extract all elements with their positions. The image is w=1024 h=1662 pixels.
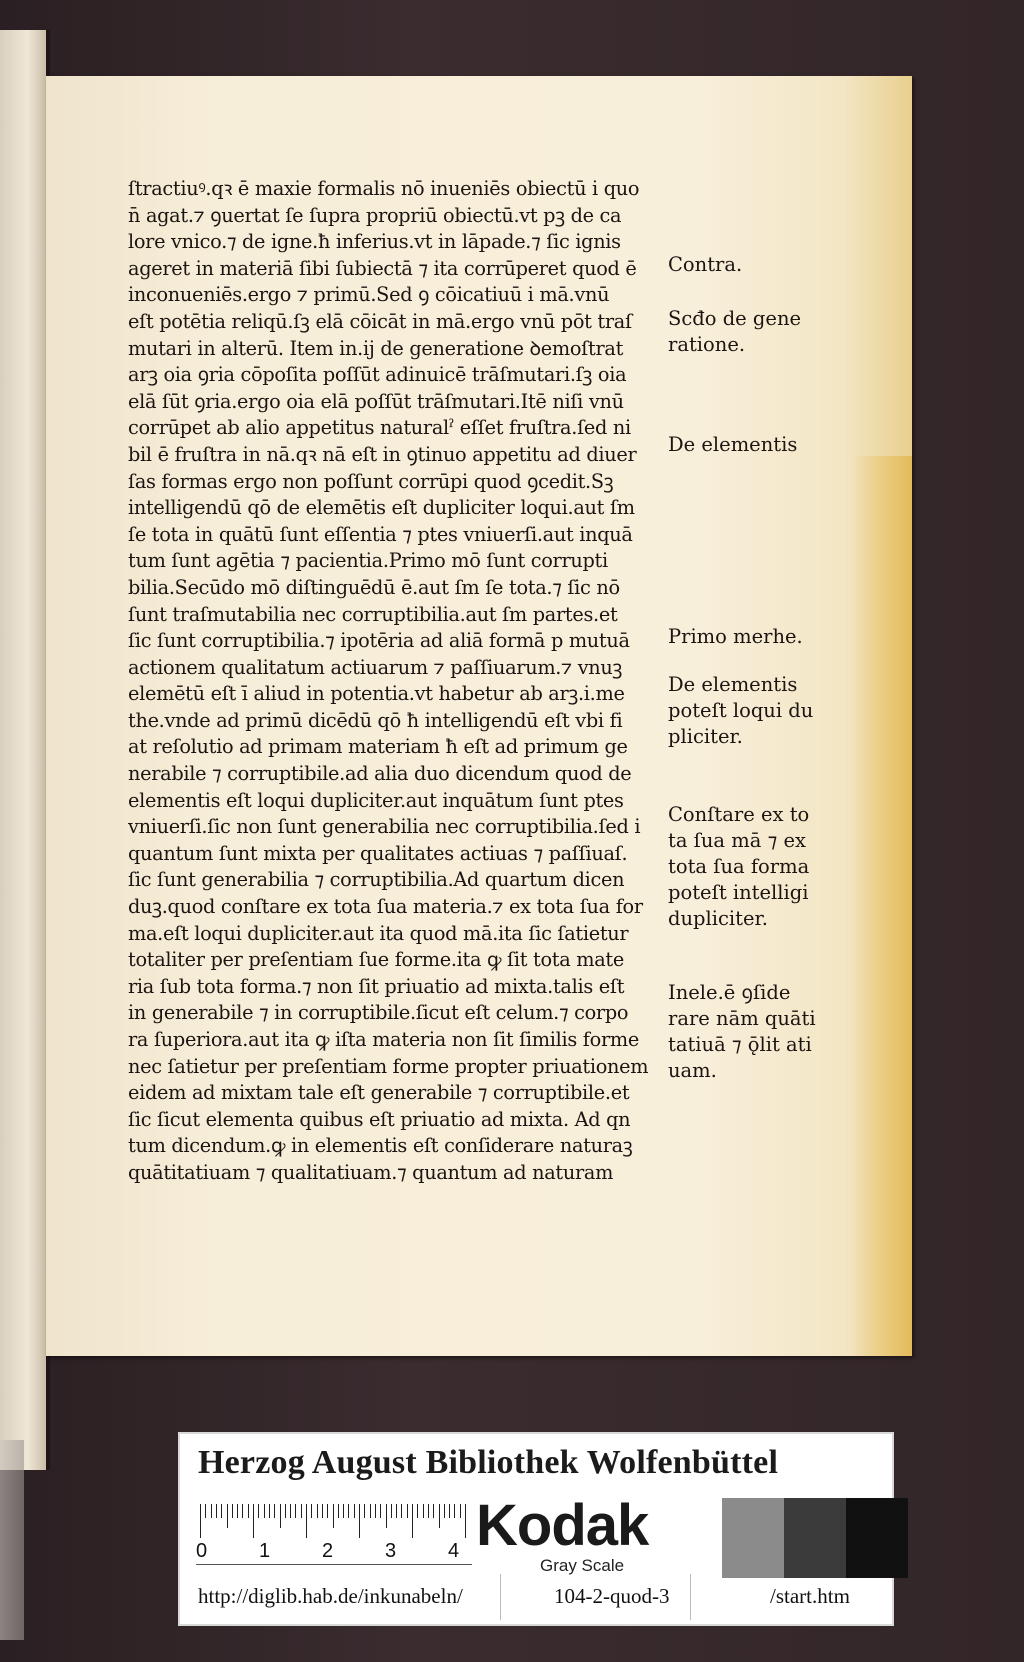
gray-swatch (846, 1498, 908, 1578)
ruler-tick (264, 1504, 265, 1518)
text-line: mutari in alterū. Item in.ij de generatione ꝺemoſtrat (128, 336, 624, 360)
ruler-tick (444, 1504, 445, 1518)
text-line: ſunt traſmutabilia nec corruptibilia.aut ſm partes.et (128, 602, 618, 626)
margin-gloss (668, 624, 868, 650)
gloss-line: rare nām quāti (668, 1007, 816, 1030)
ruler-tick (439, 1504, 440, 1528)
text-line: duꝫ.quod conſtare ex tota ſua materia.⁊ ex tota ſua for (128, 895, 643, 919)
text-line: elā ſūt ꝯria.ergo oia elā poſſūt trāſmutari.Itē niſi vnū (128, 389, 624, 413)
ruler-tick (285, 1504, 286, 1518)
ruler-tick (306, 1504, 307, 1538)
gloss-line: Contra. (668, 253, 743, 276)
ruler-tick (221, 1504, 222, 1518)
ruler-tick (460, 1504, 461, 1518)
text-line: ſtractiuꝰ.qꝛ ē maxie formalis nō inueniēs obiectū i quo (128, 177, 640, 200)
ruler-tick (364, 1504, 365, 1518)
ruler-tick (274, 1504, 275, 1518)
text-line: bilia.Secūdo mō diſtinguēdū ē.aut ſm ſe tota.⁊ ſic nō (128, 575, 620, 599)
text-line: ageret in materiā ſibi ſubiectā ⁊ ita corrūperet quod ē (128, 256, 637, 280)
ruler-tick (200, 1504, 201, 1538)
ruler-tick (317, 1504, 318, 1518)
margin-gloss (668, 252, 868, 278)
text-line: nerabile ⁊ corruptibile.ad alia duo dicendum quod de (128, 762, 632, 786)
ruler-tick (433, 1504, 434, 1518)
ruler-tick (232, 1504, 233, 1518)
text-line: ria ſub tota forma.⁊ non ſit priuatio ad mixta.talis eſt (128, 974, 625, 998)
ruler-tick (380, 1504, 381, 1518)
ruler-number: 3 (385, 1540, 397, 1562)
text-line: ma.eſt loqui dupliciter.aut ita quod mā.ita ſic ſatietur (128, 921, 629, 945)
ruler-tick (412, 1504, 413, 1538)
margin-gloss (668, 432, 868, 458)
ruler-tick (465, 1504, 466, 1538)
main-text-column (128, 176, 668, 1187)
text-line: the.vnde ad primū dicēdū qō ħ intelligendū eſt vbi fi (128, 708, 623, 732)
text-line: eſt potētia reliqū.ſꝫ elā cōicāt in mā.ergo vnū pōt traſ (128, 309, 632, 333)
ruler-tick (449, 1504, 450, 1518)
text-line: corrūpet ab alio appetitus naturalˀ eſſet fruſtra.ſed ni (128, 416, 631, 440)
gloss-line: Inele.ē ꝯſide (668, 981, 791, 1004)
gloss-line: De elementis (668, 433, 798, 456)
ruler-tick (348, 1504, 349, 1518)
text-line: ſic ſicut elementa quibus eſt priuatio ad mixta. Ad qn (128, 1107, 631, 1131)
ruler-tick (417, 1504, 418, 1518)
ruler-tick (269, 1504, 270, 1518)
ruler-tick (253, 1504, 254, 1538)
ruler-tick (370, 1504, 371, 1518)
text-line: ſic ſunt corruptibilia.⁊ ipotēria ad aliā formā p mutuā (128, 629, 630, 653)
left-clip-reflection (0, 1440, 24, 1640)
text-line: ſic ſunt generabilia ⁊ corruptibilia.Ad quartum dicen (128, 868, 625, 892)
ruler-tick (301, 1504, 302, 1518)
text-line: totaliter per preſentiam ſue forme.ita ꝙ ſit tota mate (128, 948, 624, 972)
ruler-tick (205, 1504, 206, 1518)
gloss-line: Scđo de gene (668, 307, 802, 330)
gloss-line: pliciter. (668, 725, 743, 748)
ruler-tick (295, 1504, 296, 1518)
gloss-line: Primo merhe. (668, 625, 803, 648)
ruler-number: 4 (448, 1540, 460, 1562)
archive-card (178, 1432, 894, 1626)
gray-scale-caption: Gray Scale (540, 1556, 625, 1575)
ruler-tick (216, 1504, 217, 1518)
card-separator (500, 1574, 501, 1620)
ruler-tick (391, 1504, 392, 1518)
ruler-tick (227, 1504, 228, 1528)
gray-swatch (784, 1498, 846, 1578)
ruler-number: 0 (196, 1540, 208, 1562)
text-line: ſe tota in quātū ſunt eſſentia ⁊ ptes vniuerſi.aut inquā (128, 522, 633, 546)
ruler-tick (338, 1504, 339, 1518)
gloss-line: poteſt intelligi (668, 881, 809, 904)
gloss-line: tatiuā ⁊ ǭlit ati (668, 1033, 812, 1056)
ruler-tick (311, 1504, 312, 1518)
gloss-line: poteſt loqui du (668, 699, 814, 722)
text-line: elemētū eſt ī aliud in potentia.vt habetur ab arꝫ.i.me (128, 682, 625, 706)
ruler-tick (396, 1504, 397, 1518)
ruler-tick (375, 1504, 376, 1518)
gray-swatch (722, 1498, 784, 1578)
gloss-line: tota ſua forma (668, 855, 810, 878)
text-line: nec ſatietur per preſentiam forme propter priuationem (128, 1054, 649, 1078)
text-line: actionem qualitatum actiuarum ⁊ paſſiuarum.⁊ vnuꝫ (128, 655, 623, 679)
gray-swatch (660, 1498, 722, 1578)
text-line: tum dicendum.ꝙ in elementis eſt conſiderare naturaꝫ (128, 1134, 633, 1158)
gloss-line: De elementis (668, 673, 798, 696)
text-line: vniuerſi.ſic non ſunt generabilia nec corruptibilia.ſed i (128, 815, 641, 839)
ruler-tick (343, 1504, 344, 1518)
ruler-baseline (196, 1564, 472, 1565)
digital-library-url: http://diglib.hab.de/inkunabeln/ (198, 1584, 463, 1608)
ruler-tick (248, 1504, 249, 1518)
text-line: arꝫ oia ꝯria cōpoſita poſſūt adinuicē trāſmutari.ſꝫ oia (128, 363, 627, 387)
gray-swatches (660, 1498, 908, 1578)
text-line: quantum ſunt mixta per qualitates actiuas ⁊ paſſiuaſ. (128, 841, 628, 865)
ruler-tick (359, 1504, 360, 1538)
gloss-line: Conſtare ex to (668, 803, 810, 826)
ruler-number: 1 (259, 1540, 271, 1562)
ruler-tick (354, 1504, 355, 1518)
text-line: n̄ agat.⁊ ꝯuertat ſe ſupra propriū obiectū.vt pꝫ de ca (128, 203, 622, 227)
margin-gloss (668, 802, 868, 932)
text-line: lore vnico.⁊ de igne.ħ inferius.vt in lāpade.⁊ ſic ignis (128, 230, 621, 254)
text-line: elementis eſt loqui dupliciter.aut inquātum ſunt ptes (128, 788, 624, 812)
kodak-logo: Kodak (476, 1493, 649, 1558)
ruler-tick (237, 1504, 238, 1518)
ruler-tick (428, 1504, 429, 1518)
text-line: ra ſuperiora.aut ita ꝙ iſta materia non ſit ſimilis forme (128, 1028, 639, 1051)
ruler-tick (401, 1504, 402, 1518)
ruler-number: 2 (322, 1540, 334, 1562)
scale-ruler (196, 1500, 472, 1564)
text-line: tum ſunt agētia ⁊ pacientia.Primo mō ſunt corrupti (128, 549, 608, 573)
ruler-tick (242, 1504, 243, 1518)
shelfmark-id: 104-2-quod-3 (554, 1584, 670, 1608)
incunabulum-page (46, 76, 912, 1356)
text-line: ſas formas ergo non poſſunt corrūpi quod ꝯcedit.Sꝫ (128, 469, 614, 493)
ruler-tick (327, 1504, 328, 1518)
text-line: eidem ad mixtam tale eſt generabile ⁊ corruptibile.et (128, 1081, 630, 1105)
margin-gloss (668, 980, 868, 1084)
library-title: Herzog August Bibliothek Wolfenbüttel (198, 1444, 779, 1481)
gloss-line: dupliciter. (668, 907, 768, 930)
text-line: in generabile ⁊ in corruptibile.ſicut eſt celum.⁊ corpo (128, 1001, 629, 1025)
ruler-tick (258, 1504, 259, 1518)
facing-page-edge (0, 30, 48, 1470)
text-line: intelligendū qō de elemētis eſt dupliciter loqui.aut ſm (128, 496, 635, 520)
text-line: at reſolutio ad primam materiam ħ eſt ad primum ge (128, 735, 628, 759)
text-line: bil ē fruſtra in nā.qꝛ nā eſt in ꝯtinuo appetitu ad diuer (128, 442, 637, 466)
card-separator (690, 1574, 691, 1620)
ruler-tick (211, 1504, 212, 1518)
ruler-tick (407, 1504, 408, 1518)
ruler-tick (423, 1504, 424, 1518)
ruler-tick (322, 1504, 323, 1518)
ruler-tick (386, 1504, 387, 1528)
margin-gloss (668, 672, 868, 750)
gloss-line: ratione. (668, 333, 746, 356)
margin-gloss (668, 306, 868, 358)
gloss-line: ta ſua mā ⁊ ex (668, 829, 807, 852)
start-path: /start.htm (770, 1584, 850, 1608)
ruler-tick (280, 1504, 281, 1528)
text-line: inconueniēs.ergo ⁊ primū.Sed ꝯ cōicatiuū i mā.vnū (128, 283, 610, 307)
ruler-tick (454, 1504, 455, 1518)
ruler-tick (333, 1504, 334, 1528)
text-line: quātitatiuam ⁊ qualitatiuam.⁊ quantum ad naturam (128, 1160, 614, 1184)
gloss-line: uam. (668, 1059, 717, 1082)
ruler-tick (290, 1504, 291, 1518)
